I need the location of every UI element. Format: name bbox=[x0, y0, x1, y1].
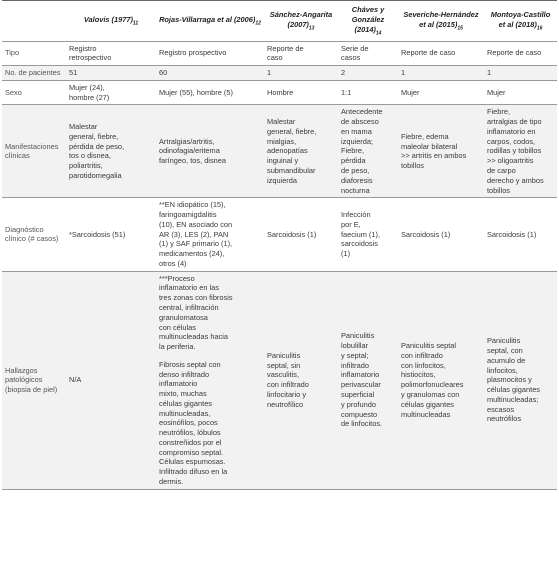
table-cell: Malestar general, fiebre, mialgias, adenopatías inguinal y submandibular izquierda bbox=[264, 105, 338, 198]
table-cell: 1 bbox=[484, 66, 557, 81]
table-cell: Reporte de caso bbox=[264, 41, 338, 66]
table-cell: Mujer (24), hombre (27) bbox=[66, 80, 156, 105]
table-cell: Reporte de caso bbox=[484, 41, 557, 66]
row-diagnostico bbox=[2, 198, 557, 271]
header-valovis: Valovis $(1977)_{11}$ bbox=[66, 1, 156, 42]
table-cell: Mujer bbox=[484, 80, 557, 105]
header-chaves: Cháves y González $(2014)_{14}$ bbox=[338, 1, 398, 42]
table-cell: Sarcoidosis (1) bbox=[264, 198, 338, 271]
table-cell: 51 bbox=[66, 66, 156, 81]
cell-paragraph: ***Proceso inflamatorio en las tres zonas con fibrosis central, infiltración granulomatosa con células multinucleadas hacia la periferia. bbox=[159, 273, 233, 352]
table-cell: Hombre bbox=[264, 80, 338, 105]
row-label: Diagnóstico clínico (# casos) bbox=[2, 198, 66, 271]
table-cell: Paniculitis septal, sin vasculitis, con infiltrado linfocitario y neutrofílico bbox=[264, 271, 338, 489]
row-label: Sexo bbox=[2, 80, 66, 105]
row-label: Hallazgos patológicos (biopsia de piel) bbox=[2, 271, 66, 489]
table-cell: Sarcoidosis (1) bbox=[398, 198, 484, 271]
row-pacientes bbox=[2, 66, 557, 81]
table-cell: Artralgias/artritis, odinofagia/eritema faríngeo, tos, disnea bbox=[156, 105, 264, 198]
table-cell: Antecedente de absceso en mama izquierda; Fiebre, pérdida de peso, diaforesis nocturna bbox=[338, 105, 398, 198]
row-label: Tipo bbox=[2, 41, 66, 66]
table-cell: Reporte de caso bbox=[398, 41, 484, 66]
table-cell: Registro retrospectivo bbox=[66, 41, 156, 66]
table-cell: Mujer (55), hombre (5) bbox=[156, 80, 264, 105]
table-cell: 2 bbox=[338, 66, 398, 81]
table-cell: Malestar general, fiebre, pérdida de peso, tos o disnea, poliartritis, parotidomegalia bbox=[66, 105, 156, 198]
table-cell: Fiebre, edema maleolar bilateral >> artritis en ambos tobillos bbox=[398, 105, 484, 198]
table-cell: Sarcoidosis (1) bbox=[484, 198, 557, 271]
table-cell: Registro prospectivo bbox=[156, 41, 264, 66]
row-sexo bbox=[2, 80, 557, 105]
row-label: No. de pacientes bbox=[2, 66, 66, 81]
header-row bbox=[2, 1, 557, 42]
table-cell: Paniculitis septal con infiltrado con linfocitos, histiocitos, polimorfonucleares y granulomas con células gigantes multinucleadas bbox=[398, 271, 484, 489]
header-severiche: Severiche-Hernández et al $(2015)_{15}$ bbox=[398, 1, 484, 42]
table-cell bbox=[156, 271, 264, 489]
row-manifestaciones bbox=[2, 105, 557, 198]
table-cell: Serie de casos bbox=[338, 41, 398, 66]
table-cell: **EN idiopático (15), faringoamigdalitis (10), EN asociado con AR (3), LES (2), PAN (1) y SAF primario (1), medicamentos (24), otros (4) bbox=[156, 198, 264, 271]
header-sanchez: Sánchez-Angarita $(2007)_{13}$ bbox=[264, 1, 338, 42]
table-cell: Infección por E, faecium (1), sarcoidosis (1) bbox=[338, 198, 398, 271]
table-cell: 1 bbox=[398, 66, 484, 81]
table-cell: 60 bbox=[156, 66, 264, 81]
table-cell: 1 bbox=[264, 66, 338, 81]
header-rojas: Rojas-Villarraga et al $(2006)_{12}$ bbox=[156, 1, 264, 42]
table-cell: Paniculitis septal, con acumulo de linfocitos, plasmocitos y células gigantes multinucleadas; escasos neutrófilos bbox=[484, 271, 557, 489]
table-cell: Paniculitis lobulillar y septal; infiltrado inflamatorio perivascular superficial y profundo compuesto de linfocitos. bbox=[338, 271, 398, 489]
row-label: Manifestaciones clínicas bbox=[2, 105, 66, 198]
cell-paragraph: Fibrosis septal con denso infiltrado inflamatorio mixto, muchas células gigantes multinucleadas, eosinófilos, pocos neutrófilos, lóbulos constreñidos por el compromiso septal. Células espumosas. Infiltrado difuso en la dermis. bbox=[159, 359, 228, 486]
header-montoya: Montoya-Castillo et al $(2018)_{16}$ bbox=[484, 1, 557, 42]
header-empty bbox=[2, 1, 66, 42]
table-cell: Mujer bbox=[398, 80, 484, 105]
comparison-table bbox=[2, 0, 557, 490]
table-cell: N/A bbox=[66, 271, 156, 489]
table-cell: Fiebre, artralgias de tipo inflamatorio en carpos, codos, rodillas y tobillos >> oligoartritis de carpo derecho y ambos tobillos bbox=[484, 105, 557, 198]
table-cell: *Sarcoidosis (51) bbox=[66, 198, 156, 271]
row-tipo bbox=[2, 41, 557, 66]
table-cell: 1:1 bbox=[338, 80, 398, 105]
row-hallazgos bbox=[2, 271, 557, 489]
